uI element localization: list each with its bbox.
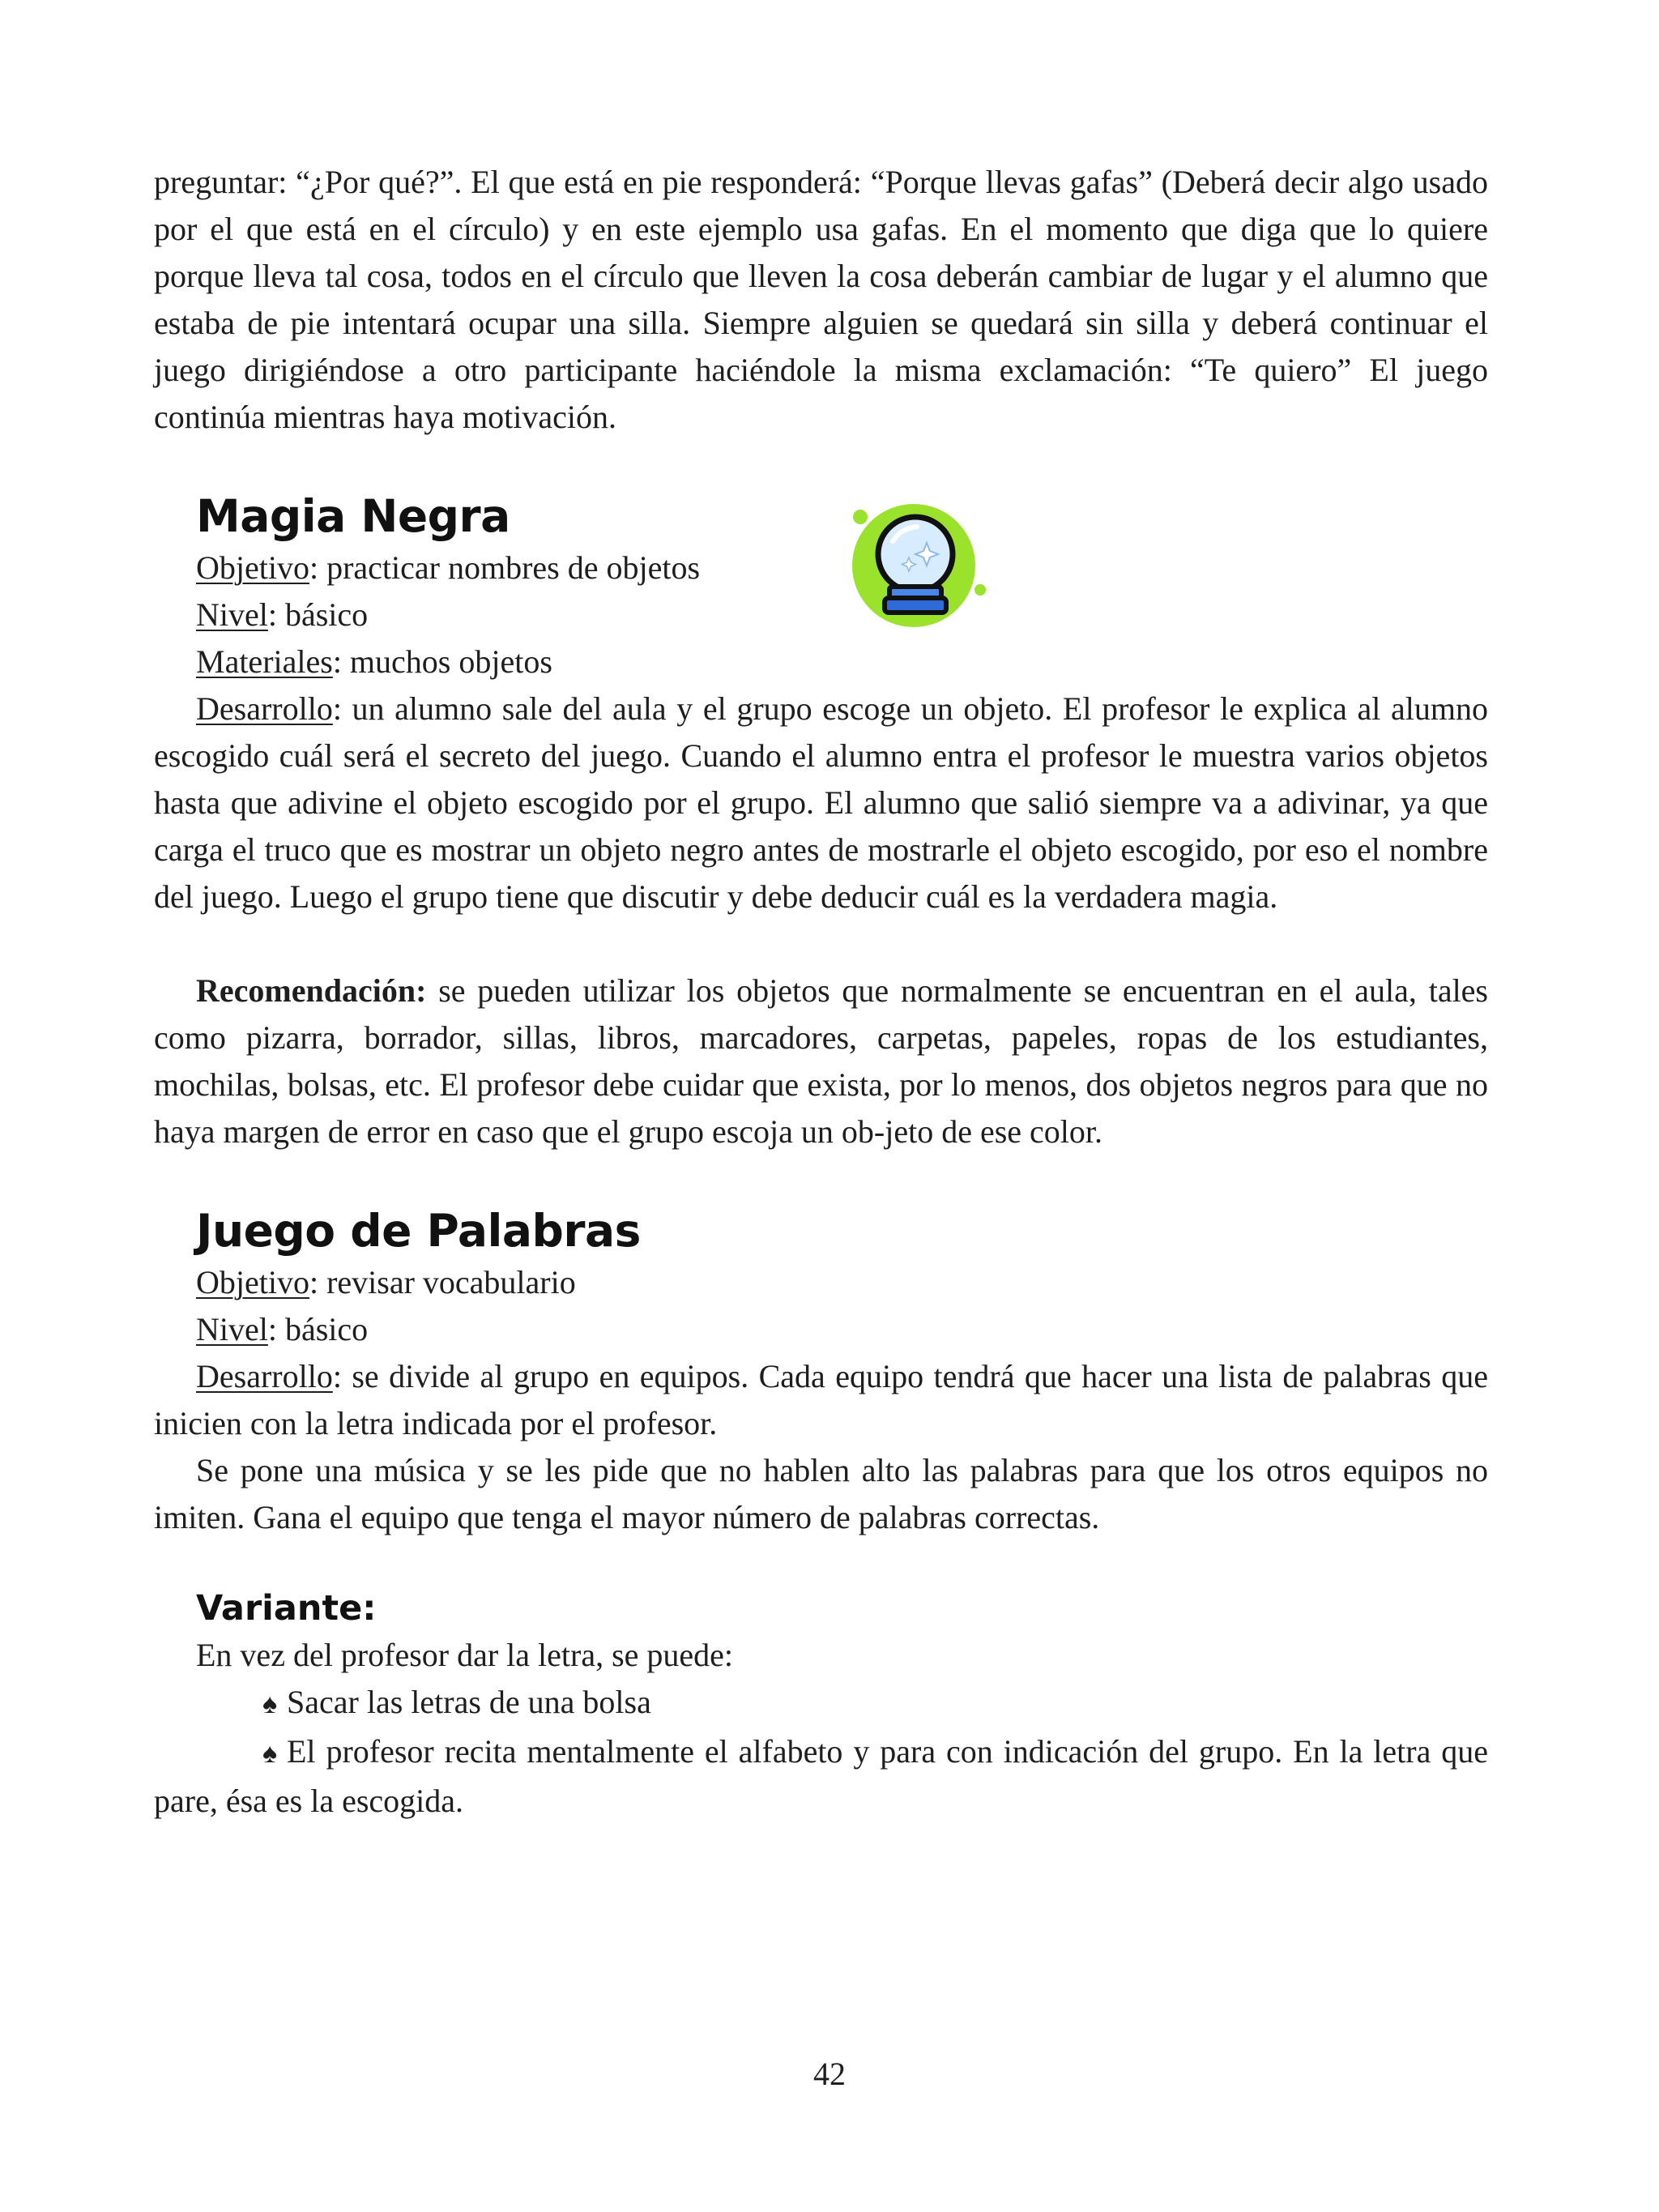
objetivo-label: Objetivo	[196, 549, 309, 586]
materiales-value: : muchos objetos	[332, 643, 552, 680]
intro-paragraph: preguntar: “¿Por qué?”. El que está en pie responderá: “Porque llevas gafas” (Deberá decir algo usado por el que está en el círculo) y en este ejemplo usa gafas. En el momento que diga que lo quiere porque lleva tal cosa, todos en el círculo que lleven la cosa deberán cambiar de lugar y el alumno que estaba de pie intentará ocupar una silla. Siempre alguien se quedará sin silla y deberá continuar el juego dirigiéndose a otro participante haciéndole la misma exclamación: “Te quiero” El juego continúa mientras haya motivación.	[154, 164, 1488, 435]
objetivo-line-2	[154, 1259, 1488, 1306]
desarrollo-label: Desarrollo	[196, 690, 333, 727]
orb-bubble-right	[975, 584, 986, 596]
desarrollo-paragraph	[154, 685, 1488, 920]
recomendacion-paragraph	[154, 967, 1488, 1155]
nivel-line	[154, 591, 1488, 638]
materiales-label: Materiales	[196, 643, 333, 680]
nivel-value: : básico	[267, 596, 369, 633]
objetivo-value-2: : revisar vocabulario	[309, 1264, 576, 1300]
section-title-juego-de-palabras: Juego de Palabras	[196, 1205, 641, 1257]
nivel-line-2	[154, 1306, 1488, 1353]
desarrollo-label-2: Desarrollo	[196, 1358, 333, 1394]
orb-base-bottom	[885, 598, 946, 613]
bullet-text-2: El profesor recita mentalmente el alfabeto y para con indicación del grupo. En la letra que pare, ésa es la escogida.	[154, 1733, 1488, 1819]
bullet-item-1	[154, 1679, 1488, 1728]
nivel-value-2: : básico	[267, 1311, 369, 1347]
crystal-ball-icon	[842, 501, 990, 634]
bullet-text-1: Sacar las letras de una bolsa	[287, 1684, 651, 1720]
spade-icon: ♠	[262, 1689, 278, 1719]
nivel-label: Nivel	[196, 596, 268, 633]
recomendacion-value: se pueden utilizar los objetos que normalmente se encuentran en el aula, tales como pizarra, borrador, sillas, libros, marcadores, carpetas, papeles, ropas de los estudiantes, mochilas, bolsas, etc. El profesor debe cuidar que exista, por lo menos, dos objetos negros para que no haya margen de error en caso que el grupo escoja un ob-jeto de ese color.	[154, 972, 1488, 1150]
page-number: 42	[813, 2056, 846, 2092]
variante-intro: En vez del profesor dar la letra, se puede:	[196, 1637, 734, 1673]
objetivo-value: : practicar nombres de objetos	[309, 549, 701, 586]
bullet-item-2	[154, 1728, 1488, 1825]
orb-bubble-top	[853, 510, 868, 524]
objetivo-line	[154, 544, 1488, 591]
desarrollo-value: : un alumno sale del aula y el grupo escoge un objeto. El profesor le explica al alumno escogido cuál será el secreto del juego. Cuando el alumno entra el profesor le muestra varios objetos hasta que adivine el objeto escogido por el grupo. El alumno que salió siempre va a adivinar, ya que carga el truco que es mostrar un objeto negro antes de mostrarle el objeto escogido, por eso el nombre del juego. Luego el grupo tiene que discutir y debe deducir cuál es la verdadera magia.	[154, 690, 1488, 915]
desarrollo-value-2: : se divide al grupo en equipos. Cada equipo tendrá que hacer una lista de palabras que inicien con la letra indicada por el profesor.	[154, 1358, 1488, 1441]
objetivo-label-2: Objetivo	[196, 1264, 309, 1300]
variante-title: Variante:	[196, 1588, 377, 1629]
page-content	[154, 159, 1488, 1825]
section-title-magia-negra: Magia Negra	[196, 490, 510, 542]
materiales-line	[154, 638, 1488, 685]
musica-paragraph: Se pone una música y se les pide que no hablen alto las palabras para que los otros equipos no imiten. Gana el equipo que tenga el mayor número de palabras correctas.	[154, 1452, 1488, 1535]
spade-icon: ♠	[262, 1739, 278, 1769]
desarrollo-paragraph-2	[154, 1353, 1488, 1447]
recomendacion-label: Recomendación:	[196, 972, 427, 1009]
nivel-label-2: Nivel	[196, 1311, 268, 1347]
